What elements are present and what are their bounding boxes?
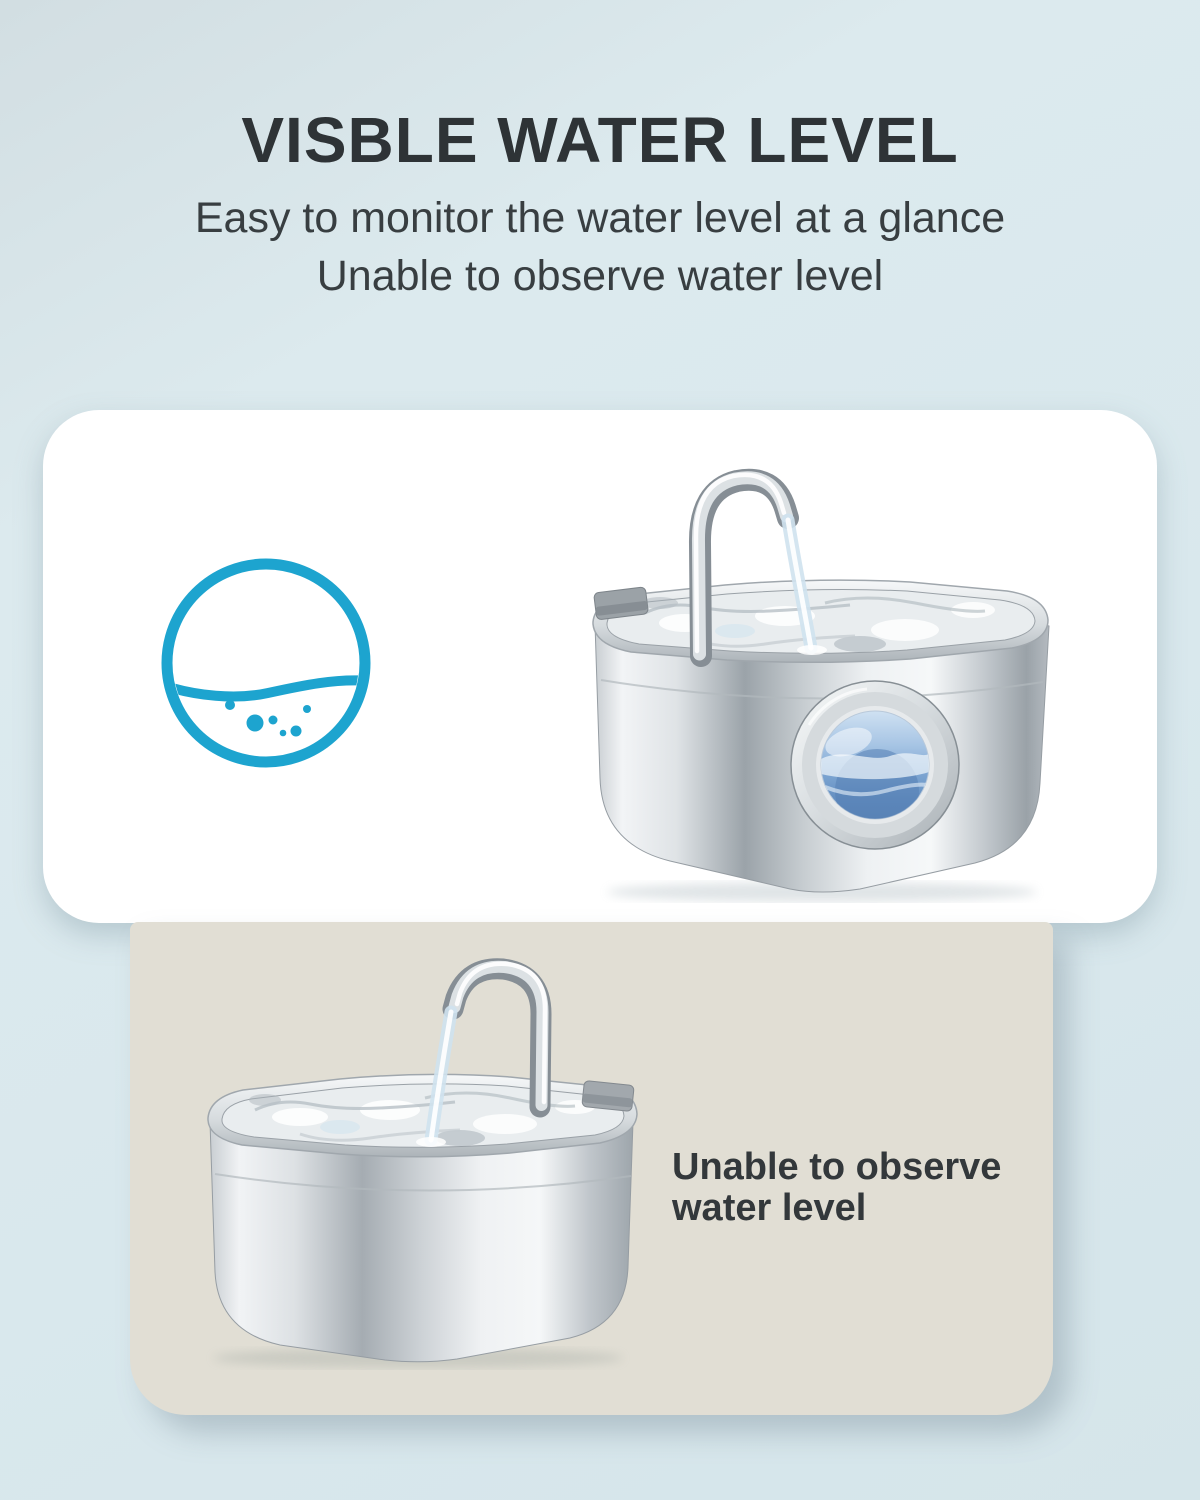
- icon-wave: [162, 680, 370, 696]
- fountain-no-window-image: [185, 952, 660, 1377]
- top-fountain-clip: [594, 587, 649, 620]
- subtitle-line-1: Easy to monitor the water level at a glance: [194, 194, 1006, 242]
- fountain-no-window-svg: [185, 952, 660, 1377]
- icon-circle: [167, 564, 365, 762]
- fountain-with-window-image: [575, 448, 1065, 903]
- water-level-window: [791, 681, 959, 849]
- page-title: VISBLE WATER LEVEL: [241, 103, 959, 176]
- subtitle-line-2: Unable to observe water level: [316, 252, 884, 300]
- fountain-with-window-svg: [575, 448, 1065, 903]
- water-level-icon-svg: [156, 553, 376, 773]
- unable-caption-line-1: Unable to observe: [672, 1146, 1002, 1188]
- bottom-fountain-clip: [582, 1080, 634, 1111]
- unable-caption-line-2: water level: [672, 1187, 867, 1229]
- icon-bubbles: [225, 700, 311, 737]
- unable-caption: [672, 1147, 1001, 1229]
- water-level-icon: [156, 553, 376, 773]
